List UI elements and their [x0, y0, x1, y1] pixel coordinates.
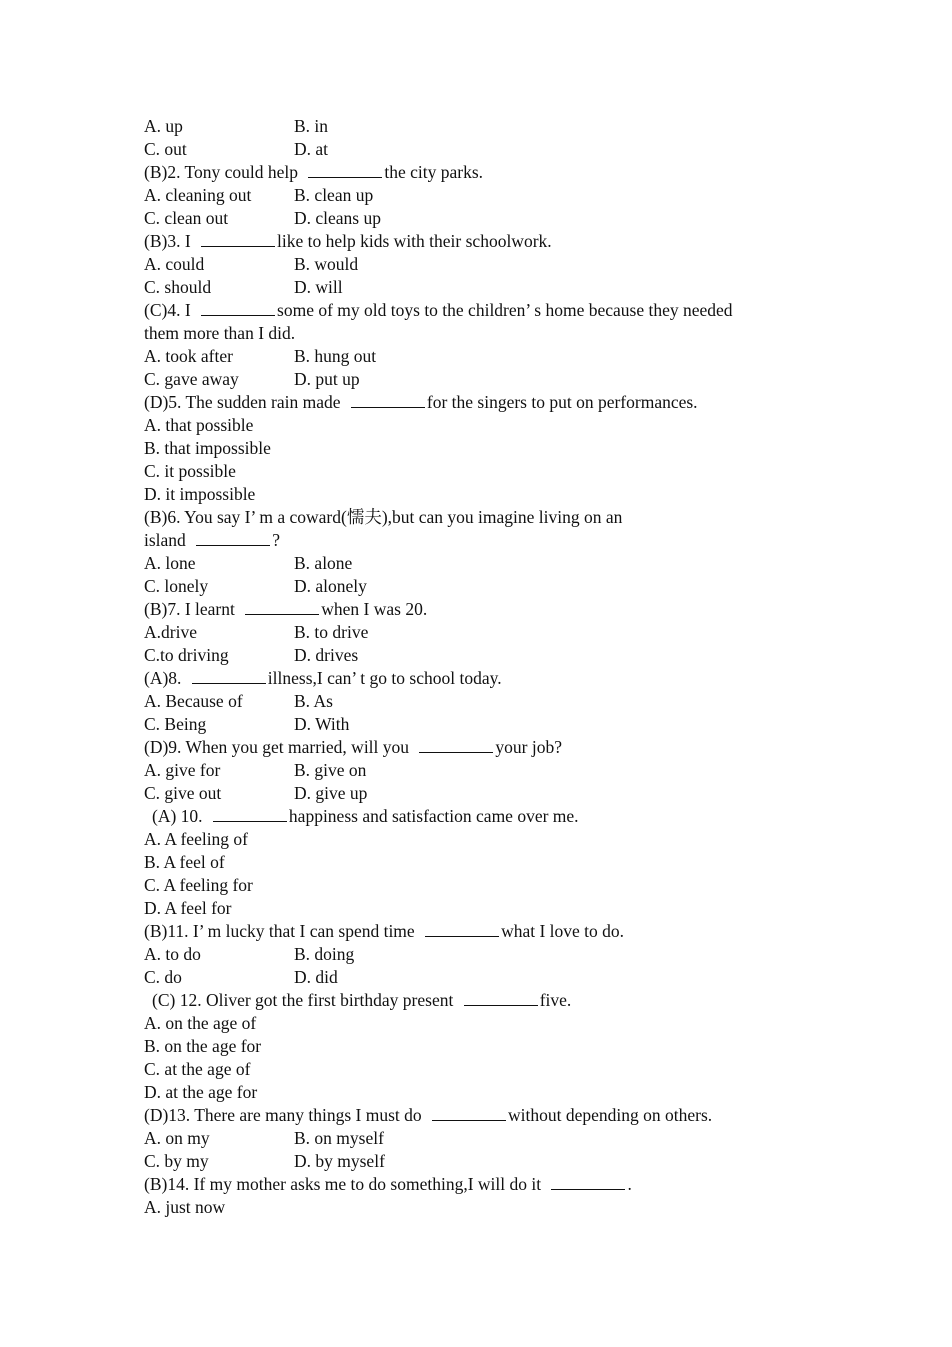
- option-b-text: B. hung out: [294, 346, 377, 366]
- option-b-text: D. give up: [294, 783, 368, 803]
- question-text: (C) 12. Oliver got the first birthday present: [152, 990, 458, 1010]
- option-row: [144, 782, 824, 805]
- answer-blank[interactable]: [213, 806, 287, 822]
- option-a-text: A. up: [144, 116, 183, 136]
- question-line: [144, 736, 824, 759]
- answer-blank[interactable]: [192, 668, 266, 684]
- option-row: [144, 575, 824, 598]
- option-a-text: C. gave away: [144, 369, 239, 389]
- option-row: [144, 276, 824, 299]
- question-text: (B)7. I learnt: [144, 599, 240, 619]
- question-text-after-blank: some of my old toys to the children’ s home because they needed: [277, 300, 733, 320]
- question-text: (B)2. Tony could help: [144, 162, 303, 182]
- option-row: [144, 759, 824, 782]
- option-a-text: A. Because of: [144, 691, 243, 711]
- question-text: (D)9. When you get married, will you: [144, 737, 414, 757]
- option-row: [144, 713, 824, 736]
- question-line: [144, 1104, 824, 1127]
- text-line: A. just now: [144, 1197, 226, 1217]
- option-a-text: C. lonely: [144, 576, 209, 596]
- answer-blank[interactable]: [551, 1174, 625, 1190]
- option-a-text: C. should: [144, 277, 212, 297]
- text-line: D. at the age for: [144, 1082, 258, 1102]
- option-b-text: D. alonely: [294, 576, 367, 596]
- text-line: C. A feeling for: [144, 875, 253, 895]
- question-line: [144, 391, 824, 414]
- question-text-after-blank: what I love to do.: [501, 921, 625, 941]
- text-line: (B)6. You say I’ m a coward(懦夫),but can you imagine living on an: [144, 507, 623, 527]
- option-a-text: A. on my: [144, 1128, 210, 1148]
- option-a-text: A. to do: [144, 944, 201, 964]
- text-line: B. on the age for: [144, 1036, 262, 1056]
- text-line: C. at the age of: [144, 1059, 251, 1079]
- text-line: B. that impossible: [144, 438, 271, 458]
- question-text-after-blank: happiness and satisfaction came over me.: [288, 806, 579, 826]
- answer-blank[interactable]: [308, 162, 382, 178]
- option-b-text: D. at: [294, 139, 329, 159]
- question-line: [144, 920, 824, 943]
- option-a-text: A. could: [144, 254, 205, 274]
- question-line: [144, 805, 824, 828]
- question-text: (A) 10.: [152, 806, 207, 826]
- option-a-text: C. by my: [144, 1151, 209, 1171]
- question-line: [144, 161, 824, 184]
- option-b-text: D. did: [294, 967, 338, 987]
- option-a-text: A.drive: [144, 622, 197, 642]
- option-row: [144, 621, 824, 644]
- question-text-after-blank: the city parks.: [384, 162, 484, 182]
- question-text-after-blank: without depending on others.: [508, 1105, 713, 1125]
- option-b-text: B. give on: [294, 760, 367, 780]
- answer-blank[interactable]: [464, 990, 538, 1006]
- question-line: [144, 598, 824, 621]
- option-a-text: C. give out: [144, 783, 222, 803]
- question-line: [144, 529, 824, 552]
- option-b-text: B. to drive: [294, 622, 369, 642]
- option-b-text: D. drives: [294, 645, 359, 665]
- option-a-text: C. do: [144, 967, 182, 987]
- option-row: [144, 943, 824, 966]
- option-a-text: C. out: [144, 139, 187, 159]
- answer-blank[interactable]: [196, 530, 270, 546]
- option-b-text: D. With: [294, 714, 350, 734]
- question-text-after-blank: your job?: [495, 737, 562, 757]
- answer-blank[interactable]: [245, 599, 319, 615]
- question-text: (D)5. The sudden rain made: [144, 392, 345, 412]
- option-b-text: D. will: [294, 277, 343, 297]
- question-text-after-blank: ?: [272, 530, 280, 550]
- text-line: A. on the age of: [144, 1013, 257, 1033]
- option-a-text: C. clean out: [144, 208, 229, 228]
- option-a-text: A. cleaning out: [144, 185, 252, 205]
- answer-blank[interactable]: [432, 1105, 506, 1121]
- answer-blank[interactable]: [351, 392, 425, 408]
- question-text: island: [144, 530, 191, 550]
- question-line: [144, 1173, 824, 1196]
- option-a-text: C.to driving: [144, 645, 229, 665]
- text-line: C. it possible: [144, 461, 236, 481]
- question-line: [144, 230, 824, 253]
- option-row: [144, 138, 824, 161]
- question-text: (A)8.: [144, 668, 186, 688]
- option-b-text: B. in: [294, 116, 329, 136]
- answer-blank[interactable]: [201, 231, 275, 247]
- text-line: them more than I did.: [144, 323, 296, 343]
- option-row: [144, 207, 824, 230]
- option-b-text: B. alone: [294, 553, 353, 573]
- option-row: [144, 966, 824, 989]
- question-text-after-blank: when I was 20.: [321, 599, 428, 619]
- question-text: (B)14. If my mother asks me to do something,I will do it: [144, 1174, 546, 1194]
- option-a-text: A. give for: [144, 760, 221, 780]
- question-text-after-blank: for the singers to put on performances.: [426, 392, 698, 412]
- option-row: [144, 345, 824, 368]
- question-text-after-blank: five.: [539, 990, 572, 1010]
- question-text: (B)11. I’ m lucky that I can spend time: [144, 921, 420, 941]
- option-row: [144, 1150, 824, 1173]
- text-line: D. it impossible: [144, 484, 256, 504]
- question-text: (D)13. There are many things I must do: [144, 1105, 427, 1125]
- option-b-text: B. would: [294, 254, 359, 274]
- question-line: [144, 667, 824, 690]
- text-line: D. A feel for: [144, 898, 232, 918]
- option-a-text: A. lone: [144, 553, 196, 573]
- option-b-text: B. As: [294, 691, 333, 711]
- question-line: [144, 989, 824, 1012]
- option-b-text: B. clean up: [294, 185, 374, 205]
- question-text: (B)3. I: [144, 231, 196, 251]
- option-a-text: C. Being: [144, 714, 207, 734]
- option-row: [144, 690, 824, 713]
- option-b-text: D. by myself: [294, 1151, 385, 1171]
- option-a-text: A. took after: [144, 346, 233, 366]
- answer-blank[interactable]: [419, 737, 493, 753]
- text-line: B. A feel of: [144, 852, 225, 872]
- option-row: [144, 184, 824, 207]
- option-row: [144, 552, 824, 575]
- text-line: A. that possible: [144, 415, 254, 435]
- option-b-text: B. doing: [294, 944, 355, 964]
- option-row: [144, 644, 824, 667]
- question-text: (C)4. I: [144, 300, 196, 320]
- answer-blank[interactable]: [425, 921, 499, 937]
- option-row: [144, 253, 824, 276]
- option-b-text: D. cleans up: [294, 208, 381, 228]
- question-text-after-blank: like to help kids with their schoolwork.: [277, 231, 552, 251]
- option-row: [144, 368, 824, 391]
- question-text-after-blank: .: [627, 1174, 632, 1194]
- option-b-text: D. put up: [294, 369, 360, 389]
- question-text-after-blank: illness,I can’ t go to school today.: [267, 668, 502, 688]
- option-b-text: B. on myself: [294, 1128, 384, 1148]
- answer-blank[interactable]: [201, 300, 275, 316]
- option-row: [144, 115, 824, 138]
- worksheet-page: [144, 115, 824, 1219]
- question-line: [144, 299, 824, 322]
- option-row: [144, 1127, 824, 1150]
- text-line: A. A feeling of: [144, 829, 249, 849]
